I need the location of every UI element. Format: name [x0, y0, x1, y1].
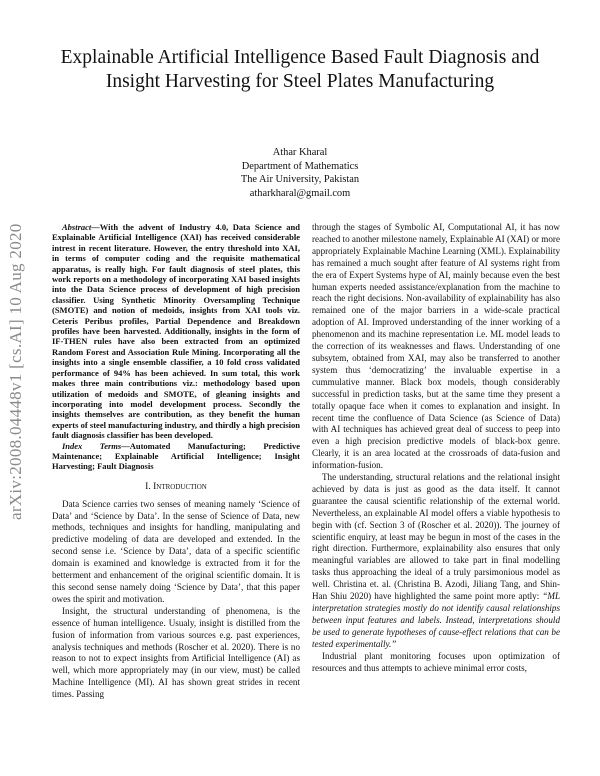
right-paragraph-2 — [312, 472, 560, 651]
paper-title: Explainable Artificial Intelligence Based Fault Diagnosis and Insight Harvesting for Steel Plates Manufacturing — [60, 47, 540, 92]
right-paragraph-2-text: The understanding, structural relations and the relational insight achieved by data is just as good as the data itself. It cannot guarantee the causal scientific relationship of the external world. Nevertheless, an explainable AI model offers a viable hypothesis to begin with (cf. Section 3 of (Roscher et al. 2020)). The journey of scientific enquiry, at least may be begun in most of the cases in the right direction. Furthermore, explainability also ensures that only meaningful variables are allowed to take part in final modelling tasks thus approaching the ideal of a truly parsimonious model as well. Christina et. al. (Christina B. Azodi, Jiliang Tang, and Shin-Han Shiu 2020) have highlighted the same point more aptly: — [312, 472, 560, 602]
author-department: Department of Mathematics — [241, 160, 359, 172]
abstract — [52, 222, 300, 441]
index-terms-text: —Automated Manufacturing; Predictive Maintenance; Explainable Artificial Intelligence; Insight Harvesting; Fault Diagnosis — [52, 440, 300, 472]
right-paragraph-3: Industrial plant monitoring focuses upon optimization of resources and thus attempts to achieve minimal error costs, — [312, 650, 560, 673]
left-column — [52, 222, 300, 701]
author-block — [150, 146, 450, 200]
quotation: “ML interpretation strategies mostly do not identify causal relationships between input features and labels. Instead, interpretations should be used to generate hypotheses of cause-effect relations that can be tested experimentally.” — [312, 591, 561, 649]
author-name: Athar Kharal — [272, 147, 328, 158]
left-paragraph-1: Data Science carries two senses of meaning namely ‘Science of Data’ and ‘Science by Data’. In the sense of Science of Data, new methods, techniques and insights for handling, manipulating and predictive modeling of data are developed and extended. In the second sense i.e. ‘Science by Data’, data of a specific scientific domain is examined and knowledge is extracted from it for the betterment and enhancement of the original scientific domain. It is this second sense namely doing ‘Science by Data’, that this paper owes the spirit and motivation. — [52, 498, 300, 604]
author-email: atharkharal@gmail.com — [249, 187, 351, 199]
index-terms — [52, 441, 300, 472]
abstract-lead: Abstract — [62, 222, 92, 232]
index-terms-lead: Index Terms — [62, 440, 122, 451]
arxiv-side-label: arXiv:2008.04448v1 [cs.AI] 10 Aug 2020 — [6, 223, 25, 520]
left-paragraph-2: Insight, the structural understanding of phenomena, is the essence of human intelligence. Usualy, insight is distilled from the fusion of information from various sources e.g. past experiences, analysis techniques and methods (Roscher et al. 2020). There is no reason to not to expect insights from Artificial Intelligence (AI) as well, which more appropriately may (in our view, must) be called Machine Intelligence (MI). AI has shown great strides in recent times. Passing — [52, 605, 300, 700]
author-university: The Air University, Pakistan — [240, 174, 360, 185]
right-paragraph-1: through the stages of Symbolic AI, Computational AI, it has now reached to another milestone namely, Explainable AI (XAI) or more appropriately Explainable Machine Learning (XML). Explainability has remained a much sought after feature of AI systems right from the era of Expert Systems hype of AI, mainly because even the best human experts needed assistance/explanation from the machine to reach the right decisions. Non-availability of explainability has also remained one of the major barriers in a wide-scale practical adoption of AI. Improved understanding of the inner working of a phenomenon and its machine representation i.e. ML model leads to the correction of its weaknesses and flaws. Understanding of one subsytem, obtained from XAI, may also be transferred to another system thus ‘democratizing’ the invaluable expertise in a cummulative manner. Black box models, though considerably successful in prediction tasks, but at the same time they present a totally opaque face when it comes to explanation and insight. In recent time the confluence of Data Science (as Science of Data) with AI techniques has achieved great deal of success to peep into even a high precision predictive models of black-box genre. Clearly, it is an area located at the crossroads of data-fusion and information-fusion. — [312, 222, 560, 471]
right-column — [312, 222, 560, 674]
section-heading: I. Introduction — [145, 480, 207, 492]
abstract-text: —With the advent of Industry 4.0, Data Science and Explainable Artificial Intelligence (XAI) has received considerable intrest in recent literature. However, the entry threshold into XAI, in terms of computer coding and the requisite mathematical apparatus, is really high. For fault diagnosis of steel plates, this work reports on a methodology of incorporating XAI based insights into the Data Science process of development of high precision classifier. Using Synthetic Minority Oversampling Technique (SMOTE) and notion of medoids, insights from XAI tools viz. Ceteris Peribus profiles, Partial Dependence and Breakdown profiles have been harvested. Additionally, insights in the form of IF-THEN rules have also been extracted from an optimized Random Forest and Association Rule Mining. Incorporating all the insights into a single ensemble classifier, a 10 fold cross validated performance of 94% has been achieved. In sum total, this work makes three main contributions viz.: methodology based upon utilization of medoids and SMOTE, of gleaning insights and incorporating into model development process. Secondly the insights themselves are contribution, as they benefit the human experts of steel manufacturing industry, and thirdly a high precision fault diagnosis classifier has been developed. — [52, 222, 300, 441]
